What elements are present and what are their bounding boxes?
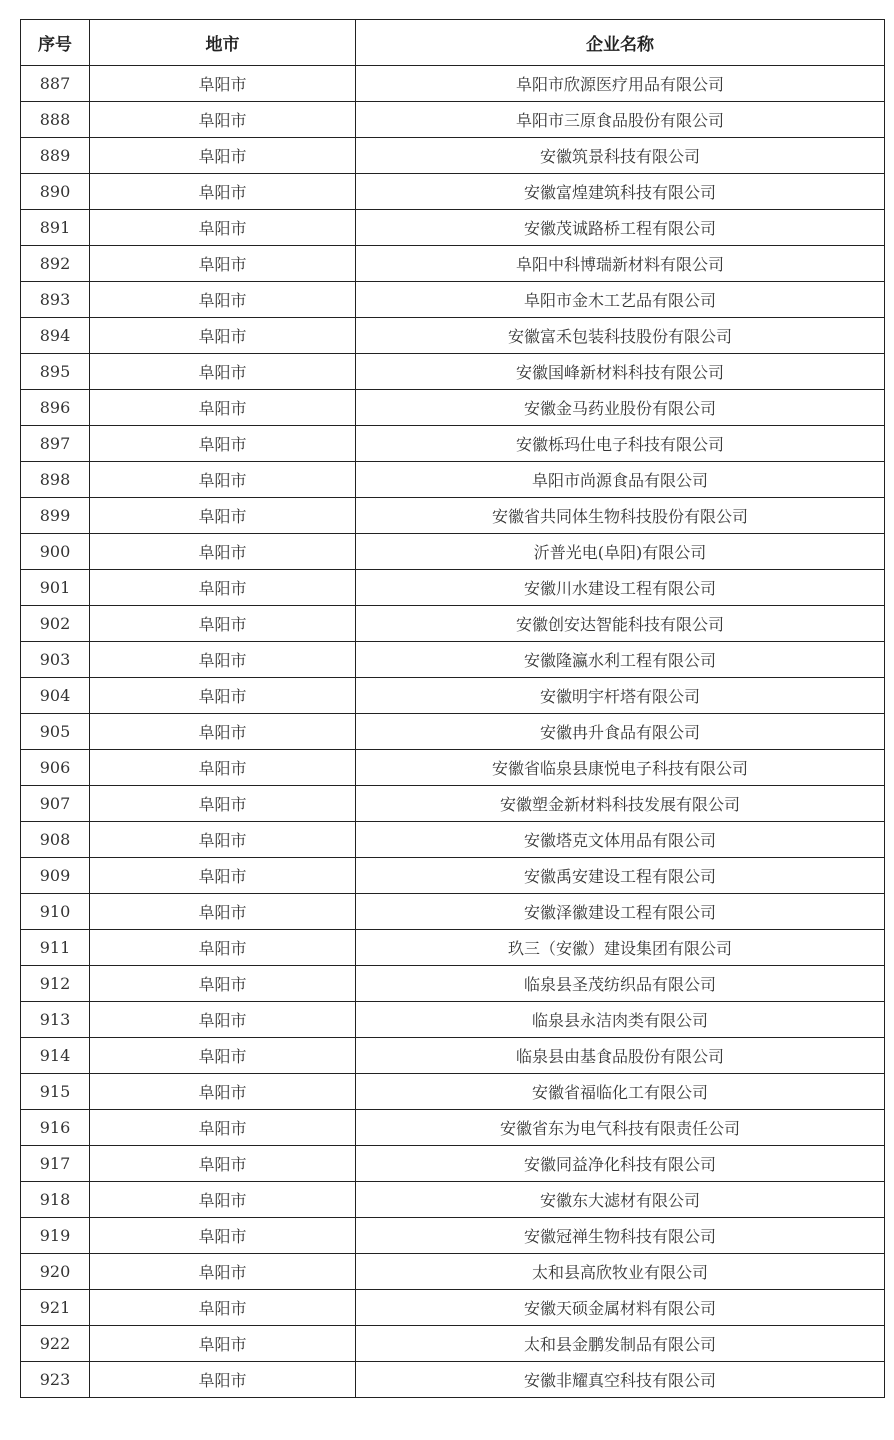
serial-number-cell: 923: [21, 1362, 90, 1398]
serial-number-cell: 910: [21, 894, 90, 930]
city-cell: 阜阳市: [90, 534, 356, 570]
table-row: [21, 1182, 885, 1218]
company-name-cell: 临泉县由基食品股份有限公司: [356, 1038, 885, 1074]
serial-number-cell: 902: [21, 606, 90, 642]
company-name-cell: 安徽冉升食品有限公司: [356, 714, 885, 750]
header-company-name: 企业名称: [356, 20, 885, 66]
serial-number-cell: 914: [21, 1038, 90, 1074]
serial-number-cell: 906: [21, 750, 90, 786]
table-row: [21, 1326, 885, 1362]
serial-number-cell: 887: [21, 66, 90, 102]
city-cell: 阜阳市: [90, 102, 356, 138]
city-cell: 阜阳市: [90, 1254, 356, 1290]
table-row: [21, 714, 885, 750]
city-cell: 阜阳市: [90, 570, 356, 606]
company-name-cell: 安徽筑景科技有限公司: [356, 138, 885, 174]
city-cell: 阜阳市: [90, 1362, 356, 1398]
company-name-cell: 阜阳市欣源医疗用品有限公司: [356, 66, 885, 102]
city-cell: 阜阳市: [90, 210, 356, 246]
company-name-cell: 阜阳市三原食品股份有限公司: [356, 102, 885, 138]
city-cell: 阜阳市: [90, 642, 356, 678]
serial-number-cell: 895: [21, 354, 90, 390]
serial-number-cell: 892: [21, 246, 90, 282]
company-name-cell: 安徽创安达智能科技有限公司: [356, 606, 885, 642]
serial-number-cell: 893: [21, 282, 90, 318]
table-row: [21, 66, 885, 102]
serial-number-cell: 888: [21, 102, 90, 138]
city-cell: 阜阳市: [90, 894, 356, 930]
city-cell: 阜阳市: [90, 66, 356, 102]
company-name-cell: 沂普光电(阜阳)有限公司: [356, 534, 885, 570]
company-name-cell: 安徽省福临化工有限公司: [356, 1074, 885, 1110]
table-row: [21, 462, 885, 498]
company-name-cell: 安徽茂诚路桥工程有限公司: [356, 210, 885, 246]
serial-number-cell: 891: [21, 210, 90, 246]
header-row: [21, 20, 885, 66]
table-row: [21, 1038, 885, 1074]
city-cell: 阜阳市: [90, 1038, 356, 1074]
table-row: [21, 354, 885, 390]
serial-number-cell: 903: [21, 642, 90, 678]
city-cell: 阜阳市: [90, 1290, 356, 1326]
table-row: [21, 282, 885, 318]
city-cell: 阜阳市: [90, 138, 356, 174]
company-name-cell: 安徽川水建设工程有限公司: [356, 570, 885, 606]
table-row: [21, 642, 885, 678]
serial-number-cell: 909: [21, 858, 90, 894]
city-cell: 阜阳市: [90, 390, 356, 426]
serial-number-cell: 913: [21, 1002, 90, 1038]
table-row: [21, 1290, 885, 1326]
table-row: [21, 534, 885, 570]
serial-number-cell: 897: [21, 426, 90, 462]
serial-number-cell: 889: [21, 138, 90, 174]
table-body: [21, 66, 885, 1398]
company-name-cell: 安徽省临泉县康悦电子科技有限公司: [356, 750, 885, 786]
serial-number-cell: 908: [21, 822, 90, 858]
serial-number-cell: 907: [21, 786, 90, 822]
company-name-cell: 安徽栎玛仕电子科技有限公司: [356, 426, 885, 462]
header-city: 地市: [90, 20, 356, 66]
city-cell: 阜阳市: [90, 1002, 356, 1038]
serial-number-cell: 912: [21, 966, 90, 1002]
city-cell: 阜阳市: [90, 174, 356, 210]
serial-number-cell: 890: [21, 174, 90, 210]
serial-number-cell: 899: [21, 498, 90, 534]
company-name-cell: 安徽同益净化科技有限公司: [356, 1146, 885, 1182]
company-name-cell: 安徽国峰新材料科技有限公司: [356, 354, 885, 390]
company-name-cell: 阜阳市金木工艺品有限公司: [356, 282, 885, 318]
table-row: [21, 426, 885, 462]
serial-number-cell: 901: [21, 570, 90, 606]
table-row: [21, 102, 885, 138]
company-name-cell: 安徽泽徽建设工程有限公司: [356, 894, 885, 930]
company-name-cell: 安徽天硕金属材料有限公司: [356, 1290, 885, 1326]
table-row: [21, 606, 885, 642]
city-cell: 阜阳市: [90, 750, 356, 786]
company-name-cell: 安徽明宇杆塔有限公司: [356, 678, 885, 714]
company-name-cell: 安徽金马药业股份有限公司: [356, 390, 885, 426]
company-name-cell: 安徽隆瀛水利工程有限公司: [356, 642, 885, 678]
company-name-cell: 安徽富禾包装科技股份有限公司: [356, 318, 885, 354]
table-row: [21, 570, 885, 606]
serial-number-cell: 905: [21, 714, 90, 750]
company-name-cell: 安徽非耀真空科技有限公司: [356, 1362, 885, 1398]
table-row: [21, 858, 885, 894]
company-name-cell: 阜阳市尚源食品有限公司: [356, 462, 885, 498]
serial-number-cell: 917: [21, 1146, 90, 1182]
table-row: [21, 138, 885, 174]
city-cell: 阜阳市: [90, 1326, 356, 1362]
serial-number-cell: 922: [21, 1326, 90, 1362]
table-row: [21, 498, 885, 534]
serial-number-cell: 921: [21, 1290, 90, 1326]
city-cell: 阜阳市: [90, 678, 356, 714]
city-cell: 阜阳市: [90, 930, 356, 966]
company-name-cell: 玖三（安徽）建设集团有限公司: [356, 930, 885, 966]
city-cell: 阜阳市: [90, 786, 356, 822]
serial-number-cell: 898: [21, 462, 90, 498]
table-row: [21, 966, 885, 1002]
serial-number-cell: 911: [21, 930, 90, 966]
table-row: [21, 1110, 885, 1146]
city-cell: 阜阳市: [90, 282, 356, 318]
table-row: [21, 1074, 885, 1110]
city-cell: 阜阳市: [90, 354, 356, 390]
city-cell: 阜阳市: [90, 1218, 356, 1254]
company-name-cell: 安徽富煌建筑科技有限公司: [356, 174, 885, 210]
table-row: [21, 1362, 885, 1398]
city-cell: 阜阳市: [90, 1182, 356, 1218]
city-cell: 阜阳市: [90, 714, 356, 750]
company-name-cell: 阜阳中科博瑞新材料有限公司: [356, 246, 885, 282]
company-name-cell: 安徽塑金新材料科技发展有限公司: [356, 786, 885, 822]
serial-number-cell: 896: [21, 390, 90, 426]
city-cell: 阜阳市: [90, 1146, 356, 1182]
city-cell: 阜阳市: [90, 498, 356, 534]
city-cell: 阜阳市: [90, 858, 356, 894]
serial-number-cell: 916: [21, 1110, 90, 1146]
city-cell: 阜阳市: [90, 966, 356, 1002]
city-cell: 阜阳市: [90, 246, 356, 282]
header-serial-number: 序号: [21, 20, 90, 66]
company-name-cell: 安徽省东为电气科技有限责任公司: [356, 1110, 885, 1146]
table-row: [21, 930, 885, 966]
table-row: [21, 210, 885, 246]
serial-number-cell: 919: [21, 1218, 90, 1254]
company-list-table: [20, 19, 885, 1398]
company-name-cell: 安徽冠禅生物科技有限公司: [356, 1218, 885, 1254]
serial-number-cell: 920: [21, 1254, 90, 1290]
table-row: [21, 894, 885, 930]
city-cell: 阜阳市: [90, 462, 356, 498]
company-name-cell: 安徽省共同体生物科技股份有限公司: [356, 498, 885, 534]
company-name-cell: 临泉县圣茂纺织品有限公司: [356, 966, 885, 1002]
city-cell: 阜阳市: [90, 606, 356, 642]
table-row: [21, 318, 885, 354]
serial-number-cell: 894: [21, 318, 90, 354]
city-cell: 阜阳市: [90, 1110, 356, 1146]
company-name-cell: 安徽东大滤材有限公司: [356, 1182, 885, 1218]
serial-number-cell: 915: [21, 1074, 90, 1110]
table-row: [21, 390, 885, 426]
city-cell: 阜阳市: [90, 426, 356, 462]
company-name-cell: 临泉县永洁肉类有限公司: [356, 1002, 885, 1038]
city-cell: 阜阳市: [90, 1074, 356, 1110]
serial-number-cell: 904: [21, 678, 90, 714]
city-cell: 阜阳市: [90, 822, 356, 858]
serial-number-cell: 918: [21, 1182, 90, 1218]
table-row: [21, 246, 885, 282]
table-row: [21, 174, 885, 210]
company-name-cell: 太和县高欣牧业有限公司: [356, 1254, 885, 1290]
city-cell: 阜阳市: [90, 318, 356, 354]
table-row: [21, 822, 885, 858]
table-row: [21, 1002, 885, 1038]
company-name-cell: 安徽塔克文体用品有限公司: [356, 822, 885, 858]
company-name-cell: 太和县金鹏发制品有限公司: [356, 1326, 885, 1362]
serial-number-cell: 900: [21, 534, 90, 570]
table-row: [21, 678, 885, 714]
table-row: [21, 1218, 885, 1254]
table-row: [21, 786, 885, 822]
company-name-cell: 安徽禹安建设工程有限公司: [356, 858, 885, 894]
table-row: [21, 750, 885, 786]
table-row: [21, 1254, 885, 1290]
table-row: [21, 1146, 885, 1182]
